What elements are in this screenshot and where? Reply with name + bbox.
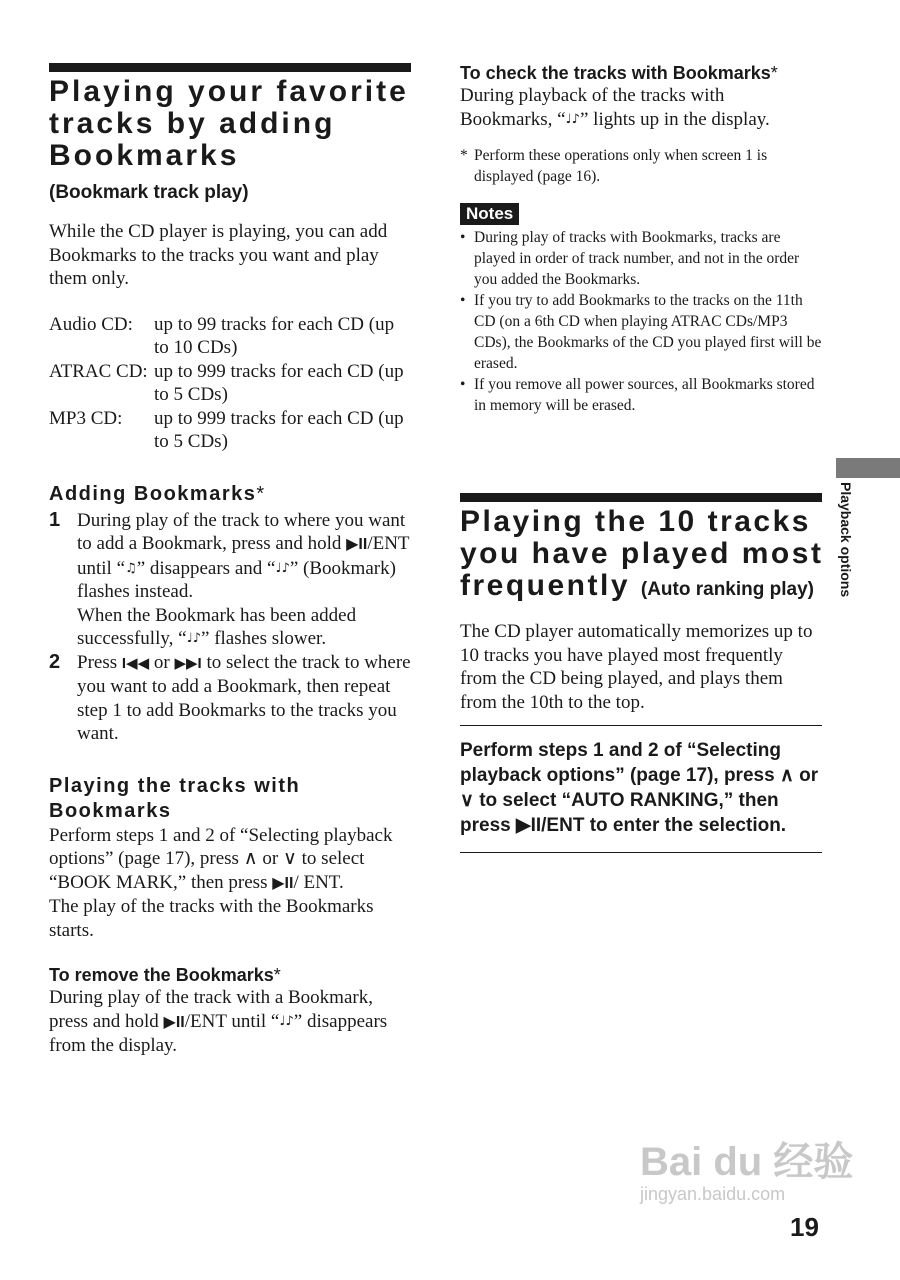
side-tab-label: Playback options (838, 482, 854, 598)
play-pause-icon: ▶II (163, 1013, 185, 1031)
auto-title: Playing the 10 tracks you have played most frequently (Auto ranking play) (460, 505, 824, 602)
right-column (460, 62, 825, 416)
instruction-rule-top (460, 725, 822, 726)
adding-heading-text: Adding Bookmarks (49, 482, 257, 505)
watermark-logo: Bai du 经验 (640, 1140, 854, 1184)
intro-paragraph: While the CD player is playing, you can add Bookmarks to the tracks you want and play them only. (49, 221, 388, 289)
watermark-url: jingyan.baidu.com (640, 1184, 786, 1204)
section-rule (460, 493, 822, 502)
page-number: 19 (790, 1212, 819, 1242)
previous-icon: I◀◀ (121, 654, 150, 672)
title-rule (49, 63, 411, 72)
playing-heading: Playing the tracks with Bookmarks (49, 774, 301, 822)
limit-label: MP3 CD: (49, 407, 123, 429)
notes-list (460, 227, 822, 416)
page-subtitle: (Bookmark track play) (49, 182, 249, 203)
auto-intro: The CD player automatically memorizes up to 10 tracks you have played most frequently from the CD being played, and plays them from the 10th to the top. (460, 621, 813, 713)
auto-subtitle: (Auto ranking play) (640, 579, 814, 600)
limit-value: up to 99 tracks for each CD (up to 10 CDs) (154, 313, 395, 358)
notes-section (460, 203, 825, 416)
down-icon: ∨ (282, 848, 297, 869)
bookmark-icon: ♩♪ (565, 111, 580, 127)
limit-value: up to 999 tracks for each CD (up to 5 CDs) (154, 407, 404, 452)
step-1 (49, 509, 419, 651)
step-number: 2 (49, 650, 61, 673)
limits-list (49, 313, 411, 454)
step-text: Press I◀◀ or ▶▶I to select the track to where you want to add a Bookmark, then repeat step 1 to add Bookmarks to the tracks you want. (77, 651, 411, 744)
limit-row (49, 407, 411, 454)
up-icon: ∧ (243, 848, 258, 869)
footnote-text: Perform these operations only when screen 1 is displayed (page 16). (474, 147, 768, 185)
auto-instruction: Perform steps 1 and 2 of “Selecting playback options” (page 17), press ∧ or ∨ to select “AUTO RANKING,” then press ▶II/ENT to enter the selection. (460, 740, 819, 836)
play-pause-icon: ▶II (272, 874, 294, 892)
side-tab-marker (836, 458, 900, 478)
up-icon: ∧ (779, 765, 794, 786)
left-column (49, 76, 419, 1058)
limit-row (49, 360, 411, 407)
bookmark-icon: ♩♪ (279, 1013, 294, 1029)
down-icon: ∨ (460, 790, 474, 811)
remove-paragraph: During play of the track with a Bookmark, press and hold ▶II/ENT until “♩♪” disappears from the display. (49, 987, 388, 1056)
instruction-rule-bottom (460, 852, 822, 853)
adding-heading (49, 482, 419, 507)
asterisk: * (273, 965, 281, 985)
bookmark-icon: ♩♪ (186, 631, 202, 646)
note-item: • If you try to add Bookmarks to the tracks on the 11th CD (on a 6th CD when playing ATRAC CDs/MP3 CDs), the Bookmarks of the CD you played first will be erased. (460, 292, 822, 372)
play-pause-icon: ▶II (346, 536, 368, 553)
note-item: • If you remove all power sources, all Bookmarks stored in memory will be erased. (460, 376, 815, 414)
check-paragraph: During playback of the tracks with Bookmarks, “♩♪” lights up in the display. (460, 85, 770, 130)
page-title: Playing your favorite tracks by adding Bookmarks (49, 75, 409, 172)
asterisk: * (256, 482, 266, 505)
footnote-mark: * (460, 147, 468, 164)
watermark (640, 1140, 853, 1205)
bookmark-icon: ♩♪ (275, 560, 290, 576)
playing-paragraph: Perform steps 1 and 2 of “Selecting playback options” (page 17), press ∧ or ∨ to select “BOOK MARK,” then press ▶II/ ENT. The play of the tracks with the Bookmarks starts. (49, 824, 393, 941)
step-text: During play of the track to where you want to add a Bookmark, press and hold ▶II/ENT until “♫” disappears and “♩♪” (Bookmark) flashes instead. When the Bookmark has been added successfully, “♩♪” flashes slower. (77, 509, 410, 649)
notes-badge: Notes (460, 203, 519, 225)
note-item: • During play of tracks with Bookmarks, tracks are played in order of track number, and not in the order you added the Bookmarks. (460, 229, 800, 288)
next-icon: ▶▶I (174, 654, 202, 672)
limit-label: ATRAC CD: (49, 360, 148, 382)
footnote (460, 145, 820, 187)
check-heading: To check the tracks with Bookmarks* (460, 63, 778, 83)
step-2 (49, 651, 419, 746)
remove-heading: To remove the Bookmarks* (49, 965, 281, 985)
auto-ranking-section (460, 506, 830, 714)
play-pause-icon: ▶II (515, 815, 542, 836)
note-icon: ♫ (125, 560, 137, 576)
asterisk: * (770, 63, 778, 83)
step-number: 1 (49, 508, 61, 531)
limit-label: Audio CD: (49, 313, 133, 335)
limit-value: up to 999 tracks for each CD (up to 5 CDs) (154, 360, 404, 405)
limit-row (49, 313, 411, 360)
